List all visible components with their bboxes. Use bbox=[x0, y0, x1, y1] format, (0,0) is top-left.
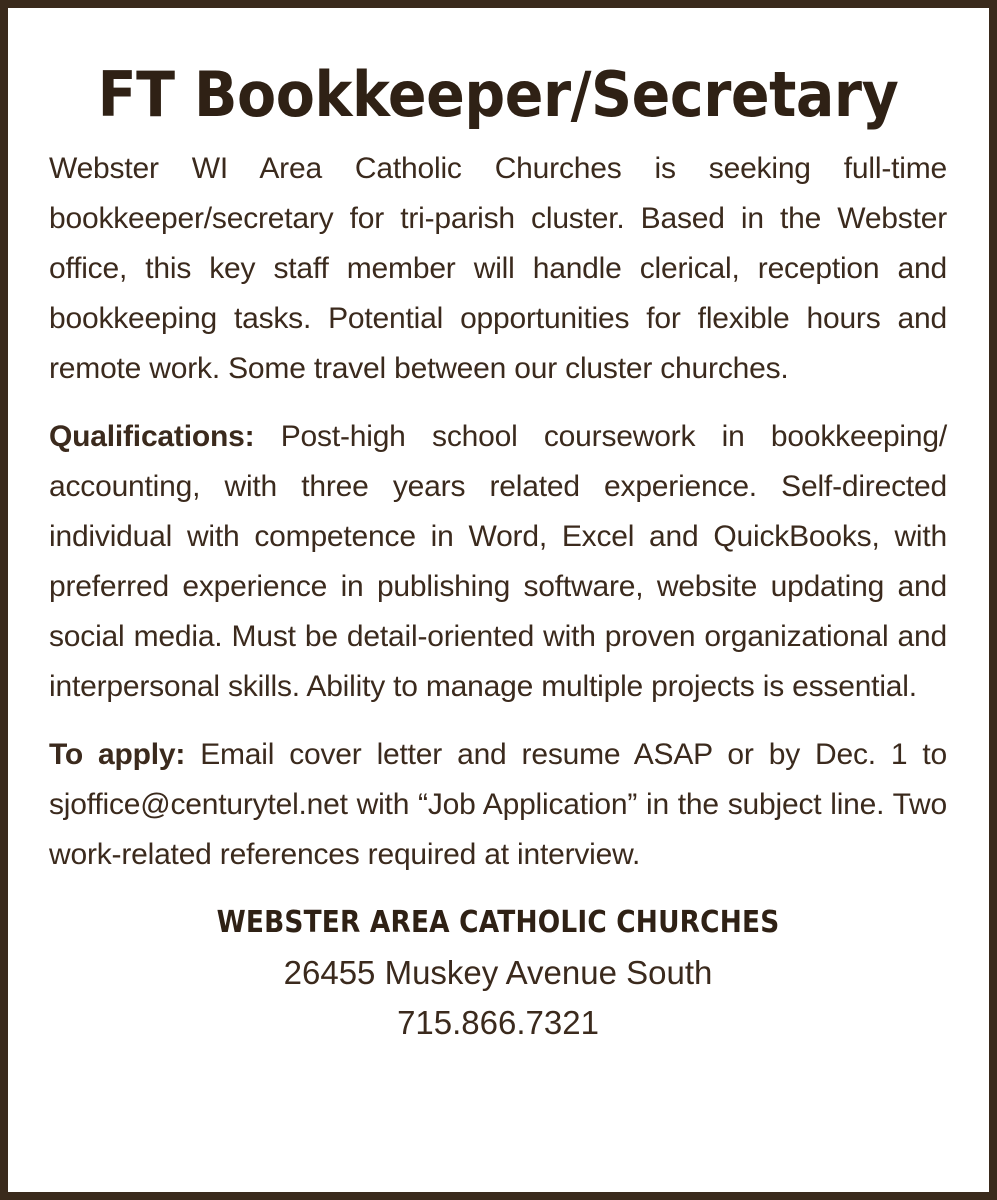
qualifications-label: Qualifications: bbox=[49, 420, 255, 453]
apply-text: Email cover letter and resume ASAP or by Dec. 1 to sjoffice@centurytel.net with “Job Application” in the subject line. Two work-related references required at interview. bbox=[49, 738, 948, 871]
intro-paragraph: Webster WI Area Catholic Churches is seeking full-time bookkeeper/secretary for tri-parish cluster. Based in the Webster office, this key staff member will handle clerical, reception and bookkeeping tasks. Potential opportunities for flexible hours and remote work. Some travel between our cluster churches. bbox=[49, 152, 947, 385]
apply-label: To apply: bbox=[49, 738, 186, 771]
apply-paragraph bbox=[49, 730, 947, 880]
qualifications-paragraph bbox=[49, 412, 947, 712]
qualifications-text: Post-high school coursework in bookkeeping/ accounting, with three years related experience. Self-directed individual with competence in Word, Excel and QuickBooks, with preferred experience in publishing software, website updating and social media. Must be detail-oriented with proven organizational and interpersonal skills. Ability to manage multiple projects is essential. bbox=[49, 420, 947, 703]
contact-footer bbox=[49, 898, 947, 1048]
phone-number: 715.866.7321 bbox=[397, 1004, 599, 1041]
ad-content bbox=[49, 52, 947, 1048]
organization-name: WEBSTER AREA CATHOLIC CHURCHES bbox=[216, 905, 780, 940]
street-address: 26455 Muskey Avenue South bbox=[283, 954, 713, 991]
ad-title: FT Bookkeeper/Secretary bbox=[97, 58, 899, 131]
